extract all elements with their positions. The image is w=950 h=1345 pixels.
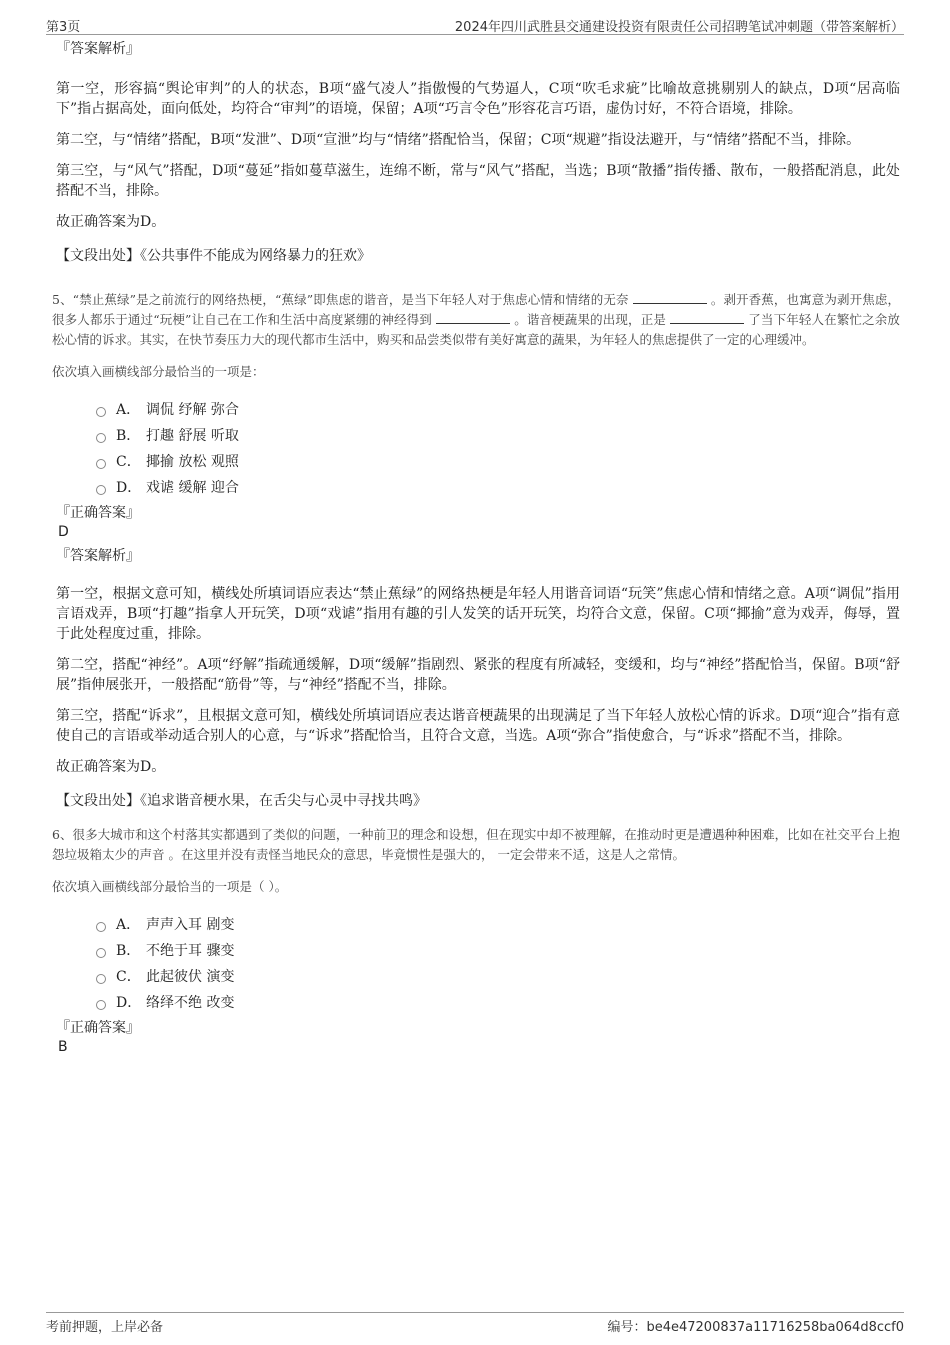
analysis-paragraph: 第三空，搭配“诉求”，且根据文意可知，横线处所填词语应表达谐音梗蔬果的出现满足了当下年轻人放松心情的诉求。D项“迎合”指有意使自己的言语或举动适合别人的心意，与“诉求”搭配恰当，且符合文意，当选。A项“弥合”指使愈合，与“诉求”搭配不当，排除。 (56, 708, 900, 744)
option-a[interactable]: A． 声声入耳 剧变 (96, 911, 900, 937)
document-title: 2024年四川武胜县交通建设投资有限责任公司招聘笔试冲刺题（带答案解析） (454, 20, 904, 35)
page-footer (46, 1312, 904, 1335)
answer-blank (633, 291, 707, 304)
option-list (96, 396, 900, 500)
question-text: 5、“禁止蕉绿”是之前流行的网络热梗，“蕉绿”即焦虑的谐音，是当下年轻人对于焦虑心情和情绪的无奈 。剥开香蕉，也寓意为剥开焦虑，很多人都乐于通过“玩梗”让自己在工作和生活中高度紧绷的神经得到 。谐音梗蔬果的出现，正是 了当下年轻人在繁忙之余放松心情的诉求。其实，在快节奏压力大的现代都市生活中，购买和品尝类似带有美好寓意的蔬果，为年轻人的焦虑提供了一定的心理缓冲。 (52, 292, 900, 347)
option-b[interactable]: B． 打趣 舒展 听取 (96, 422, 900, 448)
question-text: 6、很多大城市和这个村落其实都遇到了类似的问题，一种前卫的理念和设想，但在现实中却不被理解，在推动时更是遭遇种种困难，比如在社交平台上抱怨垃圾箱太少的声音 。在这里并没有责怪当地民众的意思，毕竟惯性是强大的， 一定会带来不适，这是人之常情。 (52, 827, 900, 862)
question-5 (52, 290, 900, 811)
analysis-conclusion: 故正确答案为D。 (56, 759, 166, 775)
question-6 (52, 825, 900, 1056)
option-d[interactable]: D． 络绎不绝 改变 (96, 989, 900, 1015)
page-content (52, 40, 900, 1070)
footer-slogan: 考前押题，上岸必备 (46, 1320, 164, 1335)
option-list (96, 911, 900, 1015)
radio-icon[interactable] (96, 485, 106, 495)
radio-icon[interactable] (96, 948, 106, 958)
correct-answer-label: 『正确答案』 (56, 505, 140, 521)
question-prompt: 依次填入画横线部分最恰当的一项是（ ）。 (52, 879, 288, 894)
correct-answer: D (58, 524, 69, 540)
answer-blank (436, 311, 510, 324)
source-citation: 【文段出处】《追求谐音梗水果，在舌尖与心灵中寻找共鸣》 (56, 793, 427, 809)
radio-icon[interactable] (96, 459, 106, 469)
page-header (46, 14, 904, 35)
analysis-paragraph: 第三空，与“风气”搭配，D项“蔓延”指如蔓草滋生，连绵不断，常与“风气”搭配，当选；B项“散播”指传播、散布，一般搭配消息，此处搭配不当，排除。 (56, 163, 900, 199)
page-number: 第3页 (46, 20, 81, 35)
option-b[interactable]: B． 不绝于耳 骤变 (96, 937, 900, 963)
option-c[interactable]: C． 此起彼伏 演变 (96, 963, 900, 989)
analysis-paragraph: 第一空，根据文意可知，横线处所填词语应表达“禁止蕉绿”的网络热梗是年轻人用谐音词语“玩笑”焦虑心情和情绪之意。A项“调侃”指用言语戏弄，B项“打趣”指拿人开玩笑，D项“戏谑”指用有趣的引人发笑的话开玩笑，均符合文意，保留。C项“揶揄”意为戏弄，侮辱，置于此处程度过重，排除。 (56, 586, 900, 642)
document-code: 编号：be4e47200837a11716258ba064d8ccf0 (607, 1320, 904, 1335)
radio-icon[interactable] (96, 974, 106, 984)
analysis-label: 『答案解析』 (56, 41, 140, 57)
answer-blank (670, 311, 744, 324)
analysis-paragraph: 第一空，形容搞“舆论审判”的人的状态，B项“盛气凌人”指傲慢的气势逼人，C项“吹毛求疵”比喻故意挑剔别人的缺点，D项“居高临下”指占据高处，面向低处，均符合“审判”的语境，保留；A项“巧言令色”形容花言巧语，虚伪讨好，不符合语境，排除。 (56, 81, 900, 117)
q4-analysis (56, 40, 900, 266)
correct-answer-label: 『正确答案』 (56, 1020, 140, 1036)
radio-icon[interactable] (96, 433, 106, 443)
radio-icon[interactable] (96, 1000, 106, 1010)
analysis-paragraph: 第二空，与“情绪”搭配，B项“发泄”、D项“宣泄”均与“情绪”搭配恰当，保留；C项“规避”指设法避开，与“情绪”搭配不当，排除。 (56, 132, 861, 148)
analysis-label: 『答案解析』 (56, 548, 140, 564)
analysis-paragraph: 第二空，搭配“神经”。A项“纾解”指疏通缓解，D项“缓解”指剧烈、紧张的程度有所减轻，变缓和，均与“神经”搭配恰当，保留。B项“舒展”指伸展张开，一般搭配“筋骨”等，与“神经”搭配不当，排除。 (56, 657, 900, 693)
analysis-conclusion: 故正确答案为D。 (56, 214, 166, 230)
source-citation: 【文段出处】《公共事件不能成为网络暴力的狂欢》 (56, 248, 371, 264)
radio-icon[interactable] (96, 922, 106, 932)
option-d[interactable]: D． 戏谑 缓解 迎合 (96, 474, 900, 500)
correct-answer: B (58, 1039, 68, 1055)
radio-icon[interactable] (96, 407, 106, 417)
question-prompt: 依次填入画横线部分最恰当的一项是： (52, 364, 265, 379)
option-c[interactable]: C． 揶揄 放松 观照 (96, 448, 900, 474)
option-a[interactable]: A． 调侃 纾解 弥合 (96, 396, 900, 422)
